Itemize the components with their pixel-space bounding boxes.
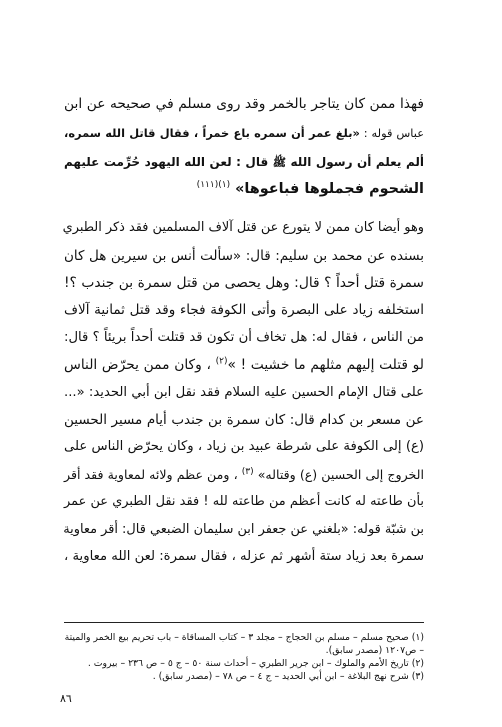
page-number: ٨٦ bbox=[60, 692, 72, 705]
hadith-quote: ألم يعلم أن رسول الله bbox=[286, 155, 424, 169]
text-run: من الناس ، فقال له: هل تخاف أن تكون قد قتلت أحداً بريئاً ؟ قال: bbox=[64, 330, 424, 345]
footnote-1 bbox=[62, 631, 424, 644]
paragraph-2-line-9 bbox=[64, 438, 424, 456]
paragraph-2-line-7 bbox=[64, 384, 424, 402]
footnote-text: (٢) تاريخ الأمم والملوك – ابن جرير الطبري – أحداث سنة ٥٠ – ج ٥ – ص ٢٣٦ – بيروت . bbox=[87, 658, 424, 669]
paragraph-2-line-6 bbox=[64, 356, 424, 374]
paragraph-2-line-4 bbox=[64, 301, 424, 319]
paragraph-2-line-3 bbox=[64, 274, 424, 292]
paragraph-1-line-2 bbox=[64, 124, 424, 142]
hadith-quote: «بلغ عمر أن سمره باع خمراً ، فقال قاتل الله سمره، bbox=[64, 126, 360, 140]
paragraph-2-line-8 bbox=[64, 411, 424, 429]
text-run: عباس قوله : bbox=[359, 126, 424, 140]
paragraph-2-line-2 bbox=[64, 247, 424, 265]
text-run: لو قتلت إليهم مثلهم ما خشيت ! » bbox=[227, 357, 424, 373]
paragraph-2-line-12 bbox=[64, 521, 424, 539]
text-run: عن مسعر بن كدام قال: كان سمرة بن جندب أيام مسير الحسين bbox=[64, 412, 424, 428]
text-run: ، ومن عظم ولائه لمعاوية فقد أقر bbox=[64, 467, 242, 482]
paragraph-2-line-1 bbox=[64, 219, 424, 237]
text-run: على قتال الإمام الحسين عليه السلام فقد نقل ابن أبي الحديد: «... bbox=[64, 385, 424, 400]
text-run: وهو أيضا كان ممن لا يتورع عن قتل آلاف المسلمين فقد ذكر الطبري bbox=[62, 220, 424, 235]
footnote-text: (٣) شرح نهج البلاغة – ابن أبي الحديد – ج ٤ – ص ٧٨ – (مصدر سابق) . bbox=[152, 671, 424, 682]
hadith-quote: الشحوم فجملوها فباعوها» bbox=[230, 181, 424, 197]
text-run: (ع) إلى الكوفة على شرطة عبيد بن زياد ، وكان يحرّض الناس على bbox=[64, 439, 424, 454]
footnote-ref: (٣) bbox=[241, 466, 254, 477]
text-run: الخروج إلى الحسين (ع) وقتاله» bbox=[253, 467, 425, 482]
text-run: بأن طاعته له كانت أعظم من طاعته لله ! فقد نقل الطبري عن عمر bbox=[64, 494, 424, 509]
paragraph-1-line-3 bbox=[64, 153, 424, 172]
text-run: ، وكان ممن يحرّض الناس bbox=[64, 357, 216, 373]
footnote-ref: (١)(١١١) bbox=[196, 180, 231, 191]
text-run: سمرة بعد زياد ستة أشهر ثم عزله ، فقال سمرة: لعن الله معاوية ، bbox=[64, 549, 424, 564]
salawat-glyph: ﷺ bbox=[272, 156, 287, 169]
paragraph-1-line-4 bbox=[197, 180, 424, 198]
text-run: بسنده عن محمد بن سليم: قال: «سألت أنس بن سيرين هل كان bbox=[64, 248, 424, 264]
paragraph-2-line-10 bbox=[64, 466, 424, 484]
text-run: سمرة قتل أحداً ؟ قال: وهل يحصى من قتل سمرة بن جندب ؟! bbox=[64, 275, 424, 291]
footnote-2 bbox=[62, 657, 424, 670]
footnote-3 bbox=[62, 670, 424, 683]
paragraph-2-line-13 bbox=[64, 548, 424, 566]
paragraph-2-line-11 bbox=[64, 493, 424, 511]
footnote-ref: (٢) bbox=[215, 356, 228, 367]
footnote-1-continued bbox=[62, 644, 424, 657]
text-run: فهذا ممن كان يتاجر بالخمر وقد روى مسلم في صحيحه عن ابن bbox=[64, 96, 424, 112]
paragraph-2-line-5 bbox=[64, 329, 424, 347]
hadith-quote: قال : لعن الله اليهود حُرِّمت عليهم bbox=[64, 155, 273, 169]
text-run: استخلفه زياد على البصرة وأتى الكوفة فجاء وقد قتل ثمانية آلاف bbox=[64, 302, 424, 318]
footnote-text: – ص١٢٠٧ (مصدر سابق). bbox=[325, 645, 424, 656]
text-run: بن شبّة قوله: «بلغني عن جعفر ابن سليمان الضبعي قال: أقر معاوية bbox=[63, 522, 424, 537]
paragraph-1-line-1 bbox=[64, 95, 424, 113]
footnote-text: (١) صحيح مسلم – مسلم بن الحجاج – مجلد ٣ – كتاب المساقاة – باب تحريم بيع الخمر والميتة bbox=[64, 632, 424, 643]
footnote-separator bbox=[64, 622, 424, 623]
